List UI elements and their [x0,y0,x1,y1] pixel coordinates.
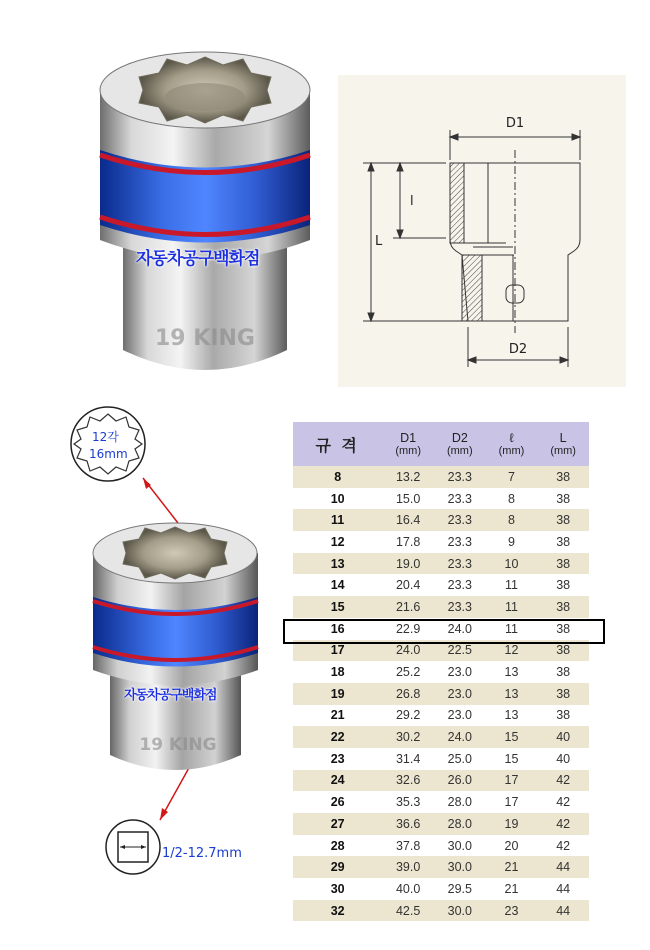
col-L-unit: (mm) [550,445,576,457]
cell-d2: 22.5 [434,640,486,662]
d1-label: D1 [505,116,525,131]
cell-L: 42 [537,770,589,792]
cell-d1: 20.4 [395,578,421,593]
cell-L: 38 [537,683,589,705]
cell-size: 32 [293,900,382,922]
col-d1-unit: (mm) [395,445,421,457]
cell-d2: 23.3 [447,534,472,549]
cell-d2: 25.0 [447,751,472,766]
cell-size: 30 [330,881,345,896]
cell-d1: 40.0 [395,881,421,896]
col-d1-label: D1 [400,431,417,445]
cell-l: 21 [504,881,519,896]
table-row [293,705,589,727]
cell-L: 42 [537,813,589,835]
cell-d2: 28.0 [434,813,486,835]
cell-size: 29 [293,856,382,878]
cell-L: 38 [556,621,571,636]
table-row [293,748,589,770]
cell-l: 19 [486,813,538,835]
square-drive-icon [104,818,162,876]
cell-size: 14 [330,578,345,593]
cell-size: 28 [330,838,345,853]
table-row [293,466,589,488]
cell-l: 13 [504,708,519,723]
cell-L: 38 [537,640,589,662]
cell-size: 17 [293,640,382,662]
table-row [293,531,589,553]
socket-marking-top: 19 KING [155,326,255,351]
cell-l: 13 [504,665,519,680]
cell-d2: 23.0 [434,683,486,705]
cell-L: 40 [556,751,571,766]
cell-d1: 36.6 [382,813,434,835]
cell-d1: 42.5 [382,900,434,922]
cell-d2: 26.0 [434,770,486,792]
cell-d1: 32.6 [382,770,434,792]
table-header-row [293,422,589,466]
cell-d2: 23.3 [434,553,486,575]
cell-l: 8 [486,509,538,531]
col-L-label: L [559,431,567,445]
cell-d2: 28.0 [447,795,472,810]
cell-size: 24 [293,770,382,792]
cell-d2: 30.0 [434,900,486,922]
cell-d1: 15.0 [395,491,421,506]
cell-d1: 37.8 [395,838,421,853]
cell-l: 8 [507,491,515,506]
d2-label: D2 [508,342,528,357]
col-L-header [537,422,589,466]
cell-size: 22 [293,726,382,748]
cell-l: 7 [486,466,538,488]
cell-size: 16 [330,621,345,636]
col-d1-header [382,422,434,466]
cell-d1: 24.0 [382,640,434,662]
cell-l: 10 [486,553,538,575]
cell-L: 38 [556,708,571,723]
cell-d1: 26.8 [382,683,434,705]
cell-d2: 23.3 [447,491,472,506]
table-row [293,553,589,575]
col-l-label: ℓ [509,431,514,445]
col-size-header: 규 격 [293,422,382,466]
cell-d1: 30.2 [382,726,434,748]
cell-l: 17 [504,795,519,810]
cell-L: 38 [556,665,571,680]
cell-d2: 23.0 [447,665,472,680]
cell-d2: 23.3 [447,578,472,593]
cell-L: 38 [556,534,571,549]
cell-d2: 29.5 [447,881,472,896]
socket-photo-bottom [88,515,263,785]
cell-d1: 31.4 [395,751,421,766]
cell-d2: 23.3 [434,509,486,531]
table-row [293,835,589,857]
cell-size: 8 [293,466,382,488]
cell-d1: 29.2 [395,708,421,723]
cell-l: 12 [486,640,538,662]
table-row [293,770,589,792]
table-row [293,509,589,531]
cell-d1: 17.8 [395,534,421,549]
col-l-header [486,422,538,466]
cell-size: 21 [330,708,345,723]
col-d2-header [434,422,486,466]
cell-size: 15 [293,596,382,618]
l-small-label: l [410,194,414,209]
cell-l: 11 [504,578,518,593]
cell-l: 15 [504,751,519,766]
cell-L: 44 [537,900,589,922]
cell-d2: 23.3 [434,466,486,488]
cell-l: 11 [486,596,538,618]
cell-L: 38 [556,491,571,506]
drive-size-label: 1/2-12.7mm [162,846,242,861]
cell-size: 18 [330,665,345,680]
cell-L: 38 [537,596,589,618]
cell-size: 26 [330,795,345,810]
cell-d1: 21.6 [382,596,434,618]
cell-l: 23 [486,900,538,922]
cell-d1: 19.0 [382,553,434,575]
col-d2-unit: (mm) [446,445,473,457]
cell-size: 13 [293,553,382,575]
cell-L: 38 [537,509,589,531]
cell-size: 10 [330,491,345,506]
cell-l: 15 [486,726,538,748]
cell-l: 17 [486,770,538,792]
cell-size: 23 [330,751,345,766]
cell-d1: 35.3 [395,795,421,810]
cell-L: 44 [537,856,589,878]
cell-d2: 23.0 [447,708,472,723]
cell-d1: 39.0 [382,856,434,878]
cell-l: 9 [507,534,515,549]
highlight-row-box [283,619,605,644]
table-row [293,878,589,900]
l-large-label: L [375,234,383,249]
cell-d2: 24.0 [447,621,472,636]
cell-d2: 23.3 [434,596,486,618]
table-row [293,900,589,922]
cell-l: 11 [504,621,518,636]
cell-size: 19 [293,683,382,705]
cell-L: 42 [556,838,571,853]
cell-d2: 30.0 [447,838,472,853]
cell-L: 38 [556,578,571,593]
cell-l: 21 [486,856,538,878]
cell-size: 12 [330,534,345,549]
table-row [293,574,589,596]
callout-12pt-line1: 12각 [92,430,119,444]
cell-d2: 30.0 [434,856,486,878]
cell-l: 13 [486,683,538,705]
cell-d1: 16.4 [382,509,434,531]
cell-size: 11 [293,509,382,531]
cell-L: 42 [556,795,571,810]
cell-L: 44 [556,881,571,896]
table-row [293,813,589,835]
cell-d2: 24.0 [434,726,486,748]
watermark-bottom: 자동차공구백화점 [124,688,217,703]
table-row [293,856,589,878]
cell-L: 38 [537,553,589,575]
cell-d1: 22.9 [395,621,421,636]
table-row [293,661,589,683]
cell-L: 38 [537,466,589,488]
col-d2-label: D2 [451,431,468,445]
callout-12pt-line2: 16mm [89,447,128,461]
spec-table [293,422,589,921]
watermark-top: 자동차공구백화점 [136,249,260,269]
col-l-unit: (mm) [498,445,525,457]
table-row [293,791,589,813]
socket-marking-bottom: 19 KING [139,735,217,755]
cell-l: 20 [504,838,519,853]
table-row [293,488,589,510]
table-row [293,596,589,618]
table-row [293,683,589,705]
cell-d1: 13.2 [382,466,434,488]
cell-d1: 25.2 [395,665,421,680]
table-row [293,726,589,748]
cell-L: 40 [537,726,589,748]
cell-size: 27 [293,813,382,835]
